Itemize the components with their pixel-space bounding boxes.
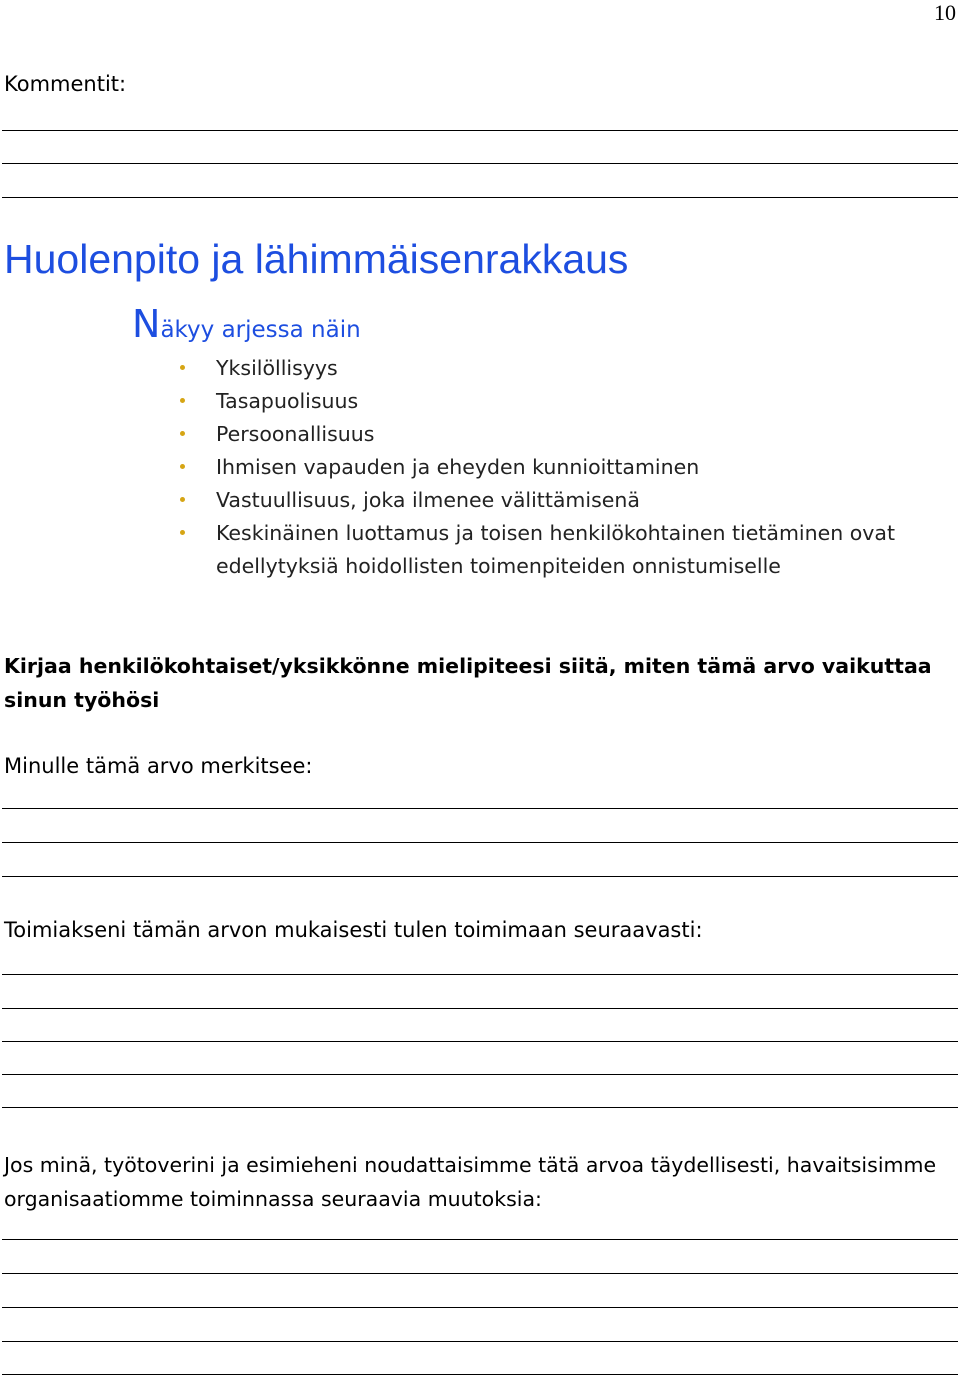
bullet-icon	[180, 398, 185, 403]
comment-line-3[interactable]	[2, 197, 958, 198]
action-line-3[interactable]	[2, 1041, 958, 1042]
changes-line-3[interactable]	[2, 1307, 958, 1308]
comment-line-2[interactable]	[2, 163, 958, 164]
subtitle-initial: N	[132, 302, 161, 346]
action-prompt: Toimiakseni tämän arvon mukaisesti tulen toimimaan seuraavasti:	[4, 918, 703, 942]
meaning-line-1[interactable]	[2, 808, 958, 809]
bullet-icon	[180, 365, 185, 370]
bullet-icon	[180, 431, 185, 436]
list-item: Tasapuolisuus	[180, 385, 950, 418]
action-line-5[interactable]	[2, 1107, 958, 1108]
changes-line-4[interactable]	[2, 1341, 958, 1342]
action-line-1[interactable]	[2, 974, 958, 975]
subtitle-rest: äkyy arjessa näin	[160, 317, 361, 343]
changes-line-2[interactable]	[2, 1273, 958, 1274]
changes-line-5[interactable]	[2, 1374, 958, 1375]
page-title: Huolenpito ja lähimmäisenrakkaus	[4, 236, 629, 282]
instruction-text: Kirjaa henkilökohtaiset/yksikkönne mielipiteesi siitä, miten tämä arvo vaikuttaa sinun työhösi	[4, 654, 932, 712]
changes-line-1[interactable]	[2, 1239, 958, 1240]
list-item: Keskinäinen luottamus ja toisen henkilökohtainen tietäminen ovat edellytyksiä hoidollisten toimenpiteiden onnistumiselle	[180, 517, 950, 583]
changes-prompt: Jos minä, työtoverini ja esimieheni noudattaisimme tätä arvoa täydellisesti, havaitsisimme organisaatiomme toiminnassa seuraavia muutoksia:	[4, 1153, 937, 1211]
page-number: 10	[934, 0, 956, 25]
comment-line-1[interactable]	[2, 130, 958, 131]
meaning-line-3[interactable]	[2, 876, 958, 877]
action-line-4[interactable]	[2, 1074, 958, 1075]
meaning-prompt: Minulle tämä arvo merkitsee:	[4, 754, 313, 778]
meaning-line-2[interactable]	[2, 842, 958, 843]
bullet-icon	[180, 497, 185, 502]
action-line-2[interactable]	[2, 1008, 958, 1009]
list-item: Persoonallisuus	[180, 418, 950, 451]
comments-label: Kommentit:	[4, 72, 127, 96]
list-item: Yksilöllisyys	[180, 352, 950, 385]
bullet-icon	[180, 464, 185, 469]
bullet-icon	[180, 530, 185, 535]
list-item: Vastuullisuus, joka ilmenee välittämisenä	[180, 484, 950, 517]
list-item: Ihmisen vapauden ja eheyden kunnioittaminen	[180, 451, 950, 484]
value-bullet-list	[180, 352, 950, 583]
section-subtitle	[132, 302, 361, 346]
